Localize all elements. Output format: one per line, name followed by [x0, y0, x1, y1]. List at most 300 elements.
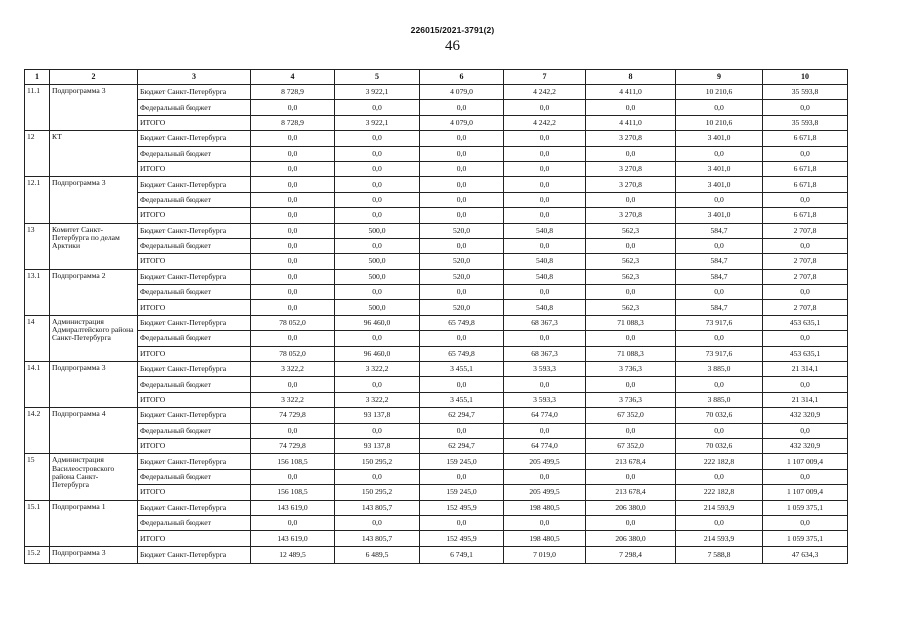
table-row — [25, 208, 848, 223]
amount-cell: 584,7 — [676, 300, 763, 315]
table-row — [25, 269, 848, 284]
amount-cell: 96 460,0 — [335, 346, 420, 361]
amount-cell: 0,0 — [504, 131, 586, 146]
row-index: 12.1 — [25, 177, 50, 223]
amount-cell: 0,0 — [763, 469, 848, 484]
row-index: 13.1 — [25, 269, 50, 315]
table-row — [25, 85, 848, 100]
amount-cell: 2 707,8 — [763, 269, 848, 284]
amount-cell: 3 593,3 — [504, 362, 586, 377]
amount-cell: 0,0 — [586, 469, 676, 484]
amount-cell: 520,0 — [420, 223, 504, 238]
funding-source: ИТОГО — [138, 438, 251, 453]
amount-cell: 0,0 — [251, 300, 335, 315]
amount-cell: 156 108,5 — [251, 454, 335, 469]
amount-cell: 3 270,8 — [586, 161, 676, 176]
amount-cell: 198 480,5 — [504, 500, 586, 515]
header-row — [25, 70, 848, 85]
amount-cell: 65 749,8 — [420, 315, 504, 330]
amount-cell: 3 455,1 — [420, 392, 504, 407]
amount-cell: 0,0 — [251, 377, 335, 392]
amount-cell: 500,0 — [335, 254, 420, 269]
amount-cell: 3 270,8 — [586, 177, 676, 192]
amount-cell: 0,0 — [420, 192, 504, 207]
amount-cell: 0,0 — [763, 100, 848, 115]
amount-cell: 0,0 — [251, 100, 335, 115]
amount-cell: 6 671,8 — [763, 131, 848, 146]
table-row — [25, 238, 848, 253]
amount-cell: 540,8 — [504, 300, 586, 315]
amount-cell: 4 411,0 — [586, 85, 676, 100]
row-index: 14 — [25, 315, 50, 361]
amount-cell: 0,0 — [251, 238, 335, 253]
table-row — [25, 192, 848, 207]
amount-cell: 0,0 — [763, 238, 848, 253]
amount-cell: 3 401,0 — [676, 131, 763, 146]
amount-cell: 3 455,1 — [420, 362, 504, 377]
amount-cell: 64 774,0 — [504, 438, 586, 453]
amount-cell: 67 352,0 — [586, 438, 676, 453]
amount-cell: 500,0 — [335, 300, 420, 315]
document-code: 226015/2021-3791(2) — [410, 25, 495, 35]
row-index: 14.2 — [25, 408, 50, 454]
funding-source: Бюджет Санкт-Петербурга — [138, 454, 251, 469]
amount-cell: 0,0 — [335, 177, 420, 192]
amount-cell: 0,0 — [676, 469, 763, 484]
funding-source: Федеральный бюджет — [138, 238, 251, 253]
amount-cell: 12 489,5 — [251, 546, 335, 563]
amount-cell: 6 671,8 — [763, 161, 848, 176]
amount-cell: 584,7 — [676, 223, 763, 238]
amount-cell: 3 736,3 — [586, 362, 676, 377]
table-row — [25, 408, 848, 423]
amount-cell: 3 270,8 — [586, 208, 676, 223]
amount-cell: 0,0 — [504, 377, 586, 392]
amount-cell: 2 707,8 — [763, 300, 848, 315]
amount-cell: 0,0 — [586, 331, 676, 346]
table-row — [25, 161, 848, 176]
table-row — [25, 223, 848, 238]
table-row — [25, 115, 848, 130]
amount-cell: 0,0 — [504, 208, 586, 223]
amount-cell: 21 314,1 — [763, 362, 848, 377]
amount-cell: 3 885,0 — [676, 362, 763, 377]
amount-cell: 152 495,9 — [420, 500, 504, 515]
column-header: 5 — [335, 70, 420, 85]
row-index: 15 — [25, 454, 50, 500]
amount-cell: 0,0 — [420, 131, 504, 146]
amount-cell: 35 593,8 — [763, 115, 848, 130]
amount-cell: 0,0 — [504, 161, 586, 176]
amount-cell: 0,0 — [676, 331, 763, 346]
amount-cell: 205 499,5 — [504, 485, 586, 500]
amount-cell: 0,0 — [420, 146, 504, 161]
amount-cell: 0,0 — [763, 515, 848, 530]
amount-cell: 0,0 — [335, 146, 420, 161]
amount-cell: 0,0 — [586, 515, 676, 530]
amount-cell: 68 367,3 — [504, 315, 586, 330]
amount-cell: 214 593,9 — [676, 500, 763, 515]
amount-cell: 540,8 — [504, 254, 586, 269]
row-name: Подпрограмма 1 — [50, 500, 138, 546]
table-row — [25, 254, 848, 269]
funding-source: Федеральный бюджет — [138, 515, 251, 530]
amount-cell: 0,0 — [251, 177, 335, 192]
amount-cell: 6 671,8 — [763, 208, 848, 223]
amount-cell: 0,0 — [335, 285, 420, 300]
funding-source: Федеральный бюджет — [138, 423, 251, 438]
amount-cell: 540,8 — [504, 269, 586, 284]
amount-cell: 0,0 — [335, 377, 420, 392]
amount-cell: 0,0 — [335, 131, 420, 146]
amount-cell: 3 322,2 — [335, 362, 420, 377]
funding-source: ИТОГО — [138, 346, 251, 361]
amount-cell: 0,0 — [586, 192, 676, 207]
table-body — [25, 70, 848, 564]
amount-cell: 7 298,4 — [586, 546, 676, 563]
amount-cell: 584,7 — [676, 254, 763, 269]
amount-cell: 3 736,3 — [586, 392, 676, 407]
table-row — [25, 438, 848, 453]
funding-source: Бюджет Санкт-Петербурга — [138, 500, 251, 515]
amount-cell: 0,0 — [251, 331, 335, 346]
amount-cell: 0,0 — [676, 423, 763, 438]
amount-cell: 4 079,0 — [420, 115, 504, 130]
amount-cell: 74 729,8 — [251, 408, 335, 423]
column-header: 2 — [50, 70, 138, 85]
amount-cell: 3 922,1 — [335, 85, 420, 100]
column-header: 6 — [420, 70, 504, 85]
amount-cell: 73 917,6 — [676, 346, 763, 361]
amount-cell: 432 320,9 — [763, 408, 848, 423]
row-index: 13 — [25, 223, 50, 269]
amount-cell: 0,0 — [251, 254, 335, 269]
amount-cell: 453 635,1 — [763, 346, 848, 361]
amount-cell: 64 774,0 — [504, 408, 586, 423]
column-header: 7 — [504, 70, 586, 85]
row-name: Администрация Адмиралтейского района Санкт-Петербурга — [50, 315, 138, 361]
funding-source: Бюджет Санкт-Петербурга — [138, 269, 251, 284]
amount-cell: 214 593,9 — [676, 531, 763, 546]
funding-source: Федеральный бюджет — [138, 192, 251, 207]
amount-cell: 0,0 — [335, 161, 420, 176]
amount-cell: 0,0 — [676, 100, 763, 115]
amount-cell: 500,0 — [335, 269, 420, 284]
amount-cell: 0,0 — [763, 331, 848, 346]
funding-source: Бюджет Санкт-Петербурга — [138, 131, 251, 146]
funding-source: Федеральный бюджет — [138, 285, 251, 300]
amount-cell: 143 619,0 — [251, 531, 335, 546]
amount-cell: 74 729,8 — [251, 438, 335, 453]
amount-cell: 6 749,1 — [420, 546, 504, 563]
table-row — [25, 546, 848, 563]
amount-cell: 0,0 — [420, 208, 504, 223]
amount-cell: 3 270,8 — [586, 131, 676, 146]
row-name: Подпрограмма 4 — [50, 408, 138, 454]
amount-cell: 0,0 — [251, 515, 335, 530]
amount-cell: 562,3 — [586, 300, 676, 315]
funding-source: Федеральный бюджет — [138, 377, 251, 392]
amount-cell: 0,0 — [335, 469, 420, 484]
amount-cell: 562,3 — [586, 254, 676, 269]
amount-cell: 0,0 — [335, 208, 420, 223]
amount-cell: 0,0 — [335, 331, 420, 346]
row-index: 15.1 — [25, 500, 50, 546]
amount-cell: 0,0 — [586, 100, 676, 115]
amount-cell: 70 032,6 — [676, 408, 763, 423]
amount-cell: 0,0 — [504, 515, 586, 530]
table-row — [25, 500, 848, 515]
amount-cell: 150 295,2 — [335, 485, 420, 500]
amount-cell: 0,0 — [251, 131, 335, 146]
funding-source: Федеральный бюджет — [138, 146, 251, 161]
amount-cell: 0,0 — [586, 423, 676, 438]
budget-table — [24, 69, 848, 564]
amount-cell: 0,0 — [420, 177, 504, 192]
column-header: 3 — [138, 70, 251, 85]
amount-cell: 0,0 — [420, 331, 504, 346]
amount-cell: 500,0 — [335, 223, 420, 238]
amount-cell: 562,3 — [586, 223, 676, 238]
table-row — [25, 331, 848, 346]
row-name: Подпрограмма 3 — [50, 546, 138, 563]
amount-cell: 159 245,0 — [420, 454, 504, 469]
table-row — [25, 485, 848, 500]
amount-cell: 7 588,8 — [676, 546, 763, 563]
amount-cell: 0,0 — [504, 423, 586, 438]
column-header: 8 — [586, 70, 676, 85]
amount-cell: 3 593,3 — [504, 392, 586, 407]
table-row — [25, 315, 848, 330]
table-row — [25, 454, 848, 469]
amount-cell: 0,0 — [763, 192, 848, 207]
row-index: 11.1 — [25, 85, 50, 131]
amount-cell: 10 210,6 — [676, 115, 763, 130]
funding-source: Бюджет Санкт-Петербурга — [138, 223, 251, 238]
amount-cell: 8 728,9 — [251, 115, 335, 130]
amount-cell: 206 380,0 — [586, 500, 676, 515]
amount-cell: 3 401,0 — [676, 177, 763, 192]
row-name: Подпрограмма 3 — [50, 85, 138, 131]
funding-source: Бюджет Санкт-Петербурга — [138, 546, 251, 563]
amount-cell: 453 635,1 — [763, 315, 848, 330]
table-row — [25, 531, 848, 546]
amount-cell: 0,0 — [335, 515, 420, 530]
amount-cell: 0,0 — [251, 146, 335, 161]
row-name: Комитет Санкт-Петербурга по делам Арктики — [50, 223, 138, 269]
amount-cell: 0,0 — [763, 423, 848, 438]
amount-cell: 198 480,5 — [504, 531, 586, 546]
amount-cell: 0,0 — [676, 192, 763, 207]
funding-source: Федеральный бюджет — [138, 469, 251, 484]
amount-cell: 62 294,7 — [420, 438, 504, 453]
amount-cell: 3 322,2 — [335, 392, 420, 407]
amount-cell: 0,0 — [420, 377, 504, 392]
amount-cell: 3 322,2 — [251, 392, 335, 407]
amount-cell: 0,0 — [251, 223, 335, 238]
amount-cell: 143 805,7 — [335, 500, 420, 515]
amount-cell: 0,0 — [251, 285, 335, 300]
amount-cell: 35 593,8 — [763, 85, 848, 100]
amount-cell: 213 678,4 — [586, 454, 676, 469]
amount-cell: 0,0 — [251, 161, 335, 176]
table-row — [25, 131, 848, 146]
table-row — [25, 177, 848, 192]
amount-cell: 0,0 — [504, 100, 586, 115]
amount-cell: 0,0 — [504, 177, 586, 192]
row-name: Подпрограмма 3 — [50, 177, 138, 223]
table-row — [25, 362, 848, 377]
column-header: 9 — [676, 70, 763, 85]
amount-cell: 540,8 — [504, 223, 586, 238]
table-row — [25, 146, 848, 161]
amount-cell: 584,7 — [676, 269, 763, 284]
amount-cell: 0,0 — [251, 269, 335, 284]
amount-cell: 143 619,0 — [251, 500, 335, 515]
page-number: 46 — [445, 38, 460, 54]
funding-source: ИТОГО — [138, 392, 251, 407]
row-index: 12 — [25, 131, 50, 177]
amount-cell: 222 182,8 — [676, 485, 763, 500]
amount-cell: 0,0 — [504, 285, 586, 300]
funding-source: ИТОГО — [138, 300, 251, 315]
funding-source: ИТОГО — [138, 254, 251, 269]
amount-cell: 6 671,8 — [763, 177, 848, 192]
funding-source: Бюджет Санкт-Петербурга — [138, 362, 251, 377]
amount-cell: 0,0 — [335, 238, 420, 253]
amount-cell: 73 917,6 — [676, 315, 763, 330]
amount-cell: 2 707,8 — [763, 254, 848, 269]
amount-cell: 150 295,2 — [335, 454, 420, 469]
amount-cell: 1 107 009,4 — [763, 454, 848, 469]
amount-cell: 0,0 — [504, 469, 586, 484]
amount-cell: 0,0 — [504, 238, 586, 253]
amount-cell: 562,3 — [586, 269, 676, 284]
table-row — [25, 285, 848, 300]
amount-cell: 67 352,0 — [586, 408, 676, 423]
table-row — [25, 423, 848, 438]
amount-cell: 68 367,3 — [504, 346, 586, 361]
amount-cell: 93 137,8 — [335, 438, 420, 453]
amount-cell: 159 245,0 — [420, 485, 504, 500]
amount-cell: 4 242,2 — [504, 85, 586, 100]
row-name: Подпрограмма 2 — [50, 269, 138, 315]
table-row — [25, 377, 848, 392]
amount-cell: 520,0 — [420, 254, 504, 269]
amount-cell: 1 059 375,1 — [763, 500, 848, 515]
funding-source: Бюджет Санкт-Петербурга — [138, 177, 251, 192]
row-name: КТ — [50, 131, 138, 177]
amount-cell: 0,0 — [420, 161, 504, 176]
amount-cell: 0,0 — [586, 285, 676, 300]
table-row — [25, 469, 848, 484]
amount-cell: 1 059 375,1 — [763, 531, 848, 546]
table-row — [25, 100, 848, 115]
funding-source: ИТОГО — [138, 208, 251, 223]
table-row — [25, 346, 848, 361]
amount-cell: 0,0 — [504, 331, 586, 346]
amount-cell: 0,0 — [763, 377, 848, 392]
amount-cell: 432 320,9 — [763, 438, 848, 453]
amount-cell: 3 885,0 — [676, 392, 763, 407]
amount-cell: 62 294,7 — [420, 408, 504, 423]
amount-cell: 47 634,3 — [763, 546, 848, 563]
amount-cell: 156 108,5 — [251, 485, 335, 500]
amount-cell: 3 922,1 — [335, 115, 420, 130]
amount-cell: 8 728,9 — [251, 85, 335, 100]
amount-cell: 7 019,0 — [504, 546, 586, 563]
funding-source: Бюджет Санкт-Петербурга — [138, 85, 251, 100]
amount-cell: 0,0 — [676, 515, 763, 530]
amount-cell: 6 489,5 — [335, 546, 420, 563]
amount-cell: 0,0 — [676, 238, 763, 253]
amount-cell: 21 314,1 — [763, 392, 848, 407]
amount-cell: 0,0 — [335, 192, 420, 207]
amount-cell: 0,0 — [420, 515, 504, 530]
column-header: 10 — [763, 70, 848, 85]
row-index: 15.2 — [25, 546, 50, 563]
amount-cell: 0,0 — [420, 423, 504, 438]
amount-cell: 520,0 — [420, 300, 504, 315]
funding-source: ИТОГО — [138, 531, 251, 546]
row-name: Администрация Василеостровского района Санкт-Петербурга — [50, 454, 138, 500]
amount-cell: 0,0 — [251, 208, 335, 223]
funding-source: Федеральный бюджет — [138, 331, 251, 346]
amount-cell: 143 805,7 — [335, 531, 420, 546]
amount-cell: 10 210,6 — [676, 85, 763, 100]
amount-cell: 65 749,8 — [420, 346, 504, 361]
amount-cell: 0,0 — [420, 238, 504, 253]
amount-cell: 206 380,0 — [586, 531, 676, 546]
row-name: Подпрограмма 3 — [50, 362, 138, 408]
amount-cell: 2 707,8 — [763, 223, 848, 238]
amount-cell: 0,0 — [586, 377, 676, 392]
amount-cell: 70 032,6 — [676, 438, 763, 453]
amount-cell: 71 088,3 — [586, 315, 676, 330]
amount-cell: 0,0 — [251, 469, 335, 484]
table-row — [25, 515, 848, 530]
amount-cell: 520,0 — [420, 269, 504, 284]
amount-cell: 78 052,0 — [251, 315, 335, 330]
amount-cell: 0,0 — [420, 100, 504, 115]
amount-cell: 1 107 009,4 — [763, 485, 848, 500]
amount-cell: 213 678,4 — [586, 485, 676, 500]
funding-source: ИТОГО — [138, 485, 251, 500]
table-row — [25, 300, 848, 315]
amount-cell: 96 460,0 — [335, 315, 420, 330]
amount-cell: 205 499,5 — [504, 454, 586, 469]
amount-cell: 0,0 — [420, 469, 504, 484]
amount-cell: 0,0 — [763, 146, 848, 161]
funding-source: ИТОГО — [138, 161, 251, 176]
amount-cell: 3 401,0 — [676, 161, 763, 176]
amount-cell: 222 182,8 — [676, 454, 763, 469]
column-header: 1 — [25, 70, 50, 85]
table-row — [25, 392, 848, 407]
amount-cell: 0,0 — [763, 285, 848, 300]
amount-cell: 3 322,2 — [251, 362, 335, 377]
amount-cell: 4 079,0 — [420, 85, 504, 100]
row-index: 14.1 — [25, 362, 50, 408]
amount-cell: 0,0 — [676, 377, 763, 392]
amount-cell: 0,0 — [676, 285, 763, 300]
amount-cell: 152 495,9 — [420, 531, 504, 546]
funding-source: ИТОГО — [138, 115, 251, 130]
amount-cell: 93 137,8 — [335, 408, 420, 423]
amount-cell: 0,0 — [586, 238, 676, 253]
amount-cell: 0,0 — [251, 423, 335, 438]
funding-source: Бюджет Санкт-Петербурга — [138, 315, 251, 330]
